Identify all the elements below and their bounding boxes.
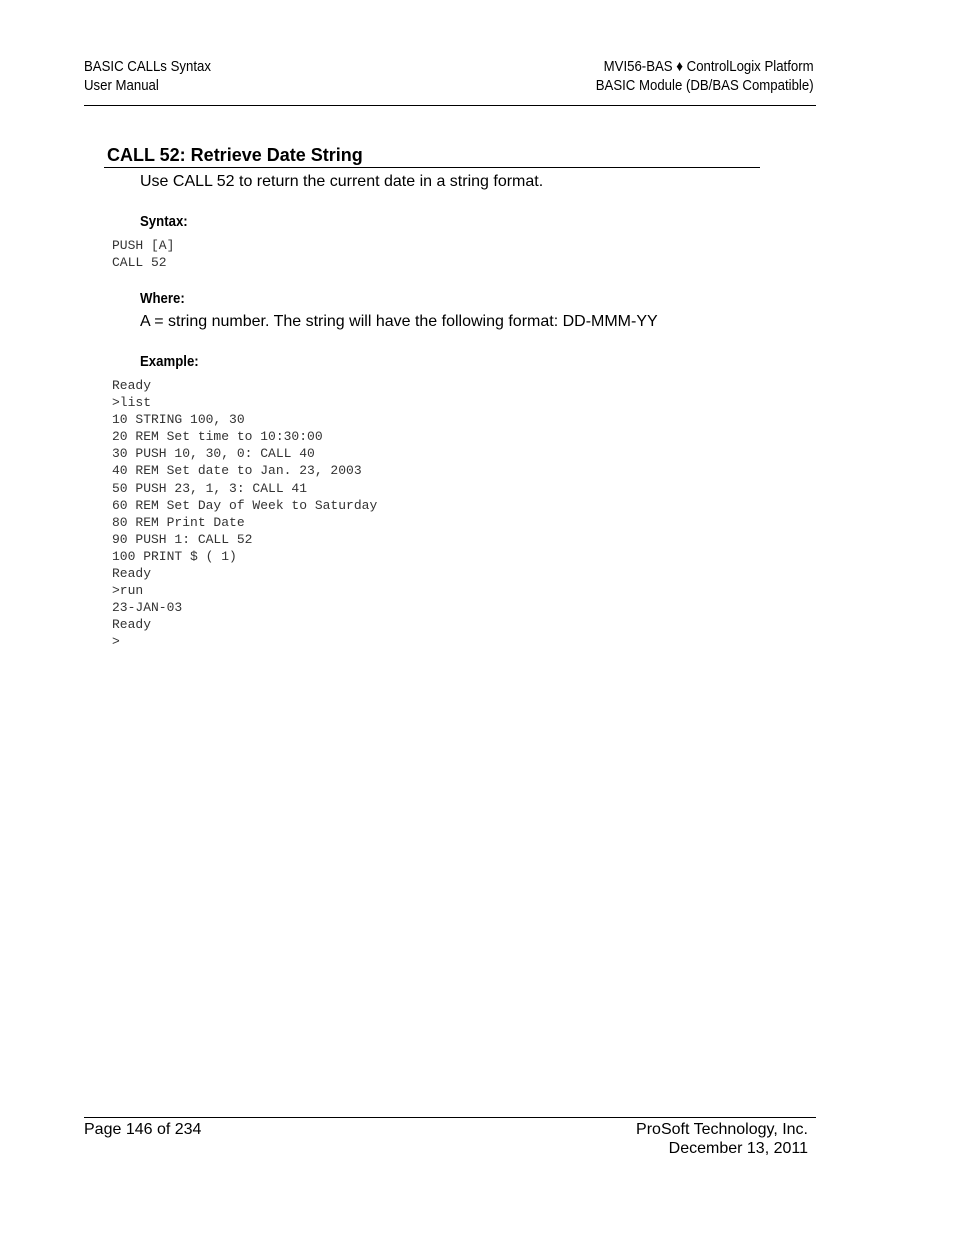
footer-date: December 13, 2011 [668,1140,808,1157]
example-code-line: 10 STRING 100, 30 [112,412,245,428]
running-header-left [84,57,211,95]
example-code-line: 100 PRINT $ ( 1) [112,548,237,564]
footer-divider [84,1117,816,1118]
example-code-line: 23-JAN-03 [112,600,183,616]
example-heading: Example: [140,353,199,370]
example-code-line: 60 REM Set Day of Week to Saturday [112,497,378,513]
header-document-type: User Manual [84,77,159,94]
syntax-code-line: CALL 52 [112,255,167,271]
header-product-subtitle: BASIC Module (DB/BAS Compatible) [596,77,814,94]
example-code-line: Ready [112,617,152,633]
example-code-line: >run [112,583,144,599]
example-code-line: 30 PUSH 10, 30, 0: CALL 40 [112,446,315,462]
footer-company: ProSoft Technology, Inc. [636,1121,808,1138]
example-code-line: Ready [112,378,152,393]
example-code-line: >list [112,395,152,411]
header-divider [84,105,816,106]
example-code-line: 40 REM Set date to Jan. 23, 2003 [112,463,362,479]
header-product-name: MVI56-BAS ♦ ControlLogix Platform [604,58,814,75]
where-heading: Where: [140,290,185,307]
example-code-line: 90 PUSH 1: CALL 52 [112,531,253,547]
syntax-code-block [112,237,174,271]
example-code-line: > [112,634,120,650]
section-title-underline [104,167,760,168]
section-title: CALL 52: Retrieve Date String [107,145,363,165]
footer-publisher [636,1120,808,1158]
example-code-line: Ready [112,566,152,582]
header-chapter-title: BASIC CALLs Syntax [84,58,211,75]
running-header-right [596,57,814,95]
page-number: Page 146 of 234 [84,1121,202,1138]
example-code-block [112,377,377,651]
example-code-line: 80 REM Print Date [112,514,245,530]
where-description: A = string number. The string will have the following format: DD-MMM-YY [140,313,658,330]
example-code-line: 50 PUSH 23, 1, 3: CALL 41 [112,480,308,496]
section-intro: Use CALL 52 to return the current date in a string format. [140,173,544,190]
example-code-line: 20 REM Set time to 10:30:00 [112,429,323,445]
syntax-heading: Syntax: [140,213,188,230]
syntax-code-line: PUSH [A] [112,238,175,253]
